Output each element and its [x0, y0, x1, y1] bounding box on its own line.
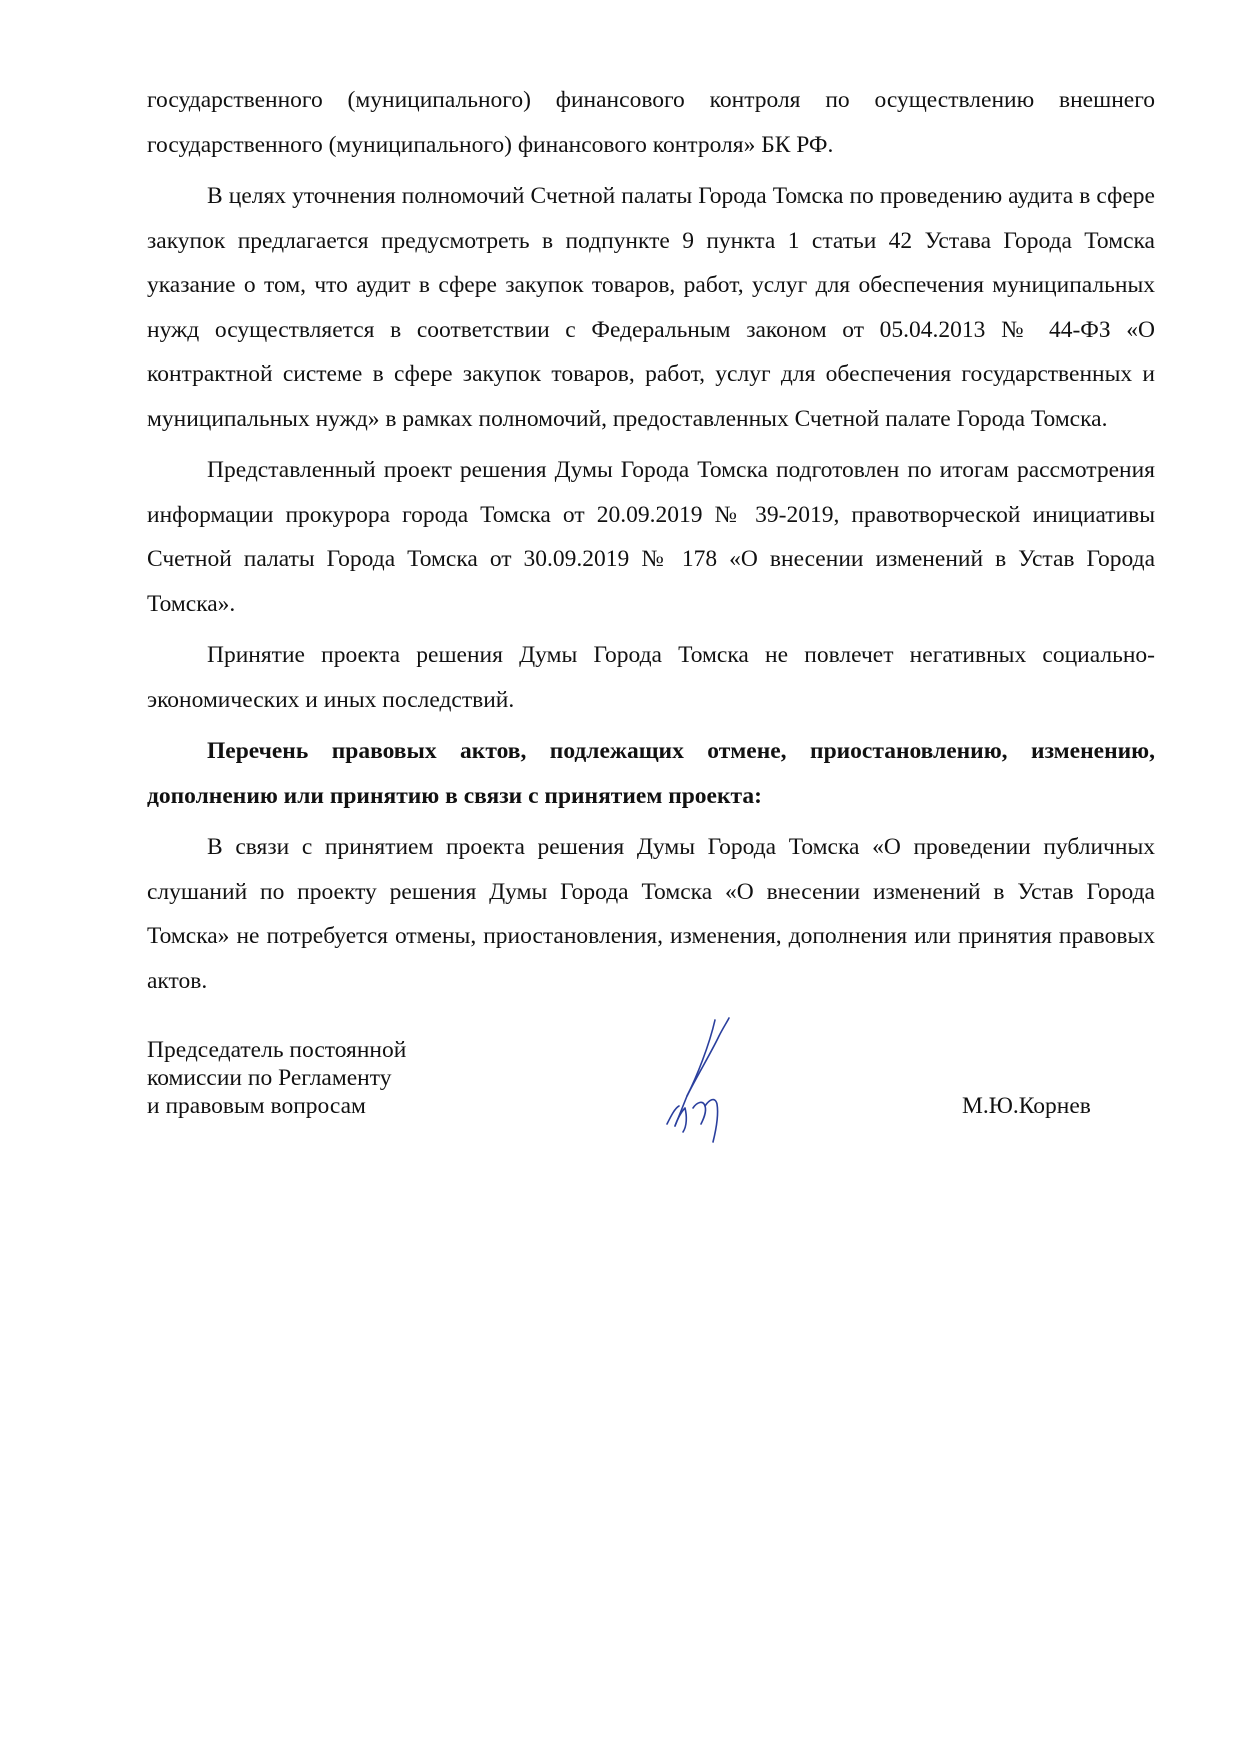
- signer-position-line: и правовым вопросам: [147, 1093, 366, 1119]
- signer-position-line: Председатель постоянной: [147, 1037, 407, 1063]
- section-heading-legal-acts: Перечень правовых актов, подлежащих отмене, приостановлению, изменению, дополнению или принятию в связи с принятием проекта:: [147, 738, 1155, 809]
- signer-name: М.Ю.Корнев: [962, 1093, 1091, 1119]
- paragraph-consequences: Принятие проекта решения Думы Города Томска не повлечет негативных социально-экономических и иных последствий.: [147, 642, 1155, 713]
- handwritten-signature: [657, 1016, 777, 1146]
- signer-position-line: комиссии по Регламенту: [147, 1065, 392, 1091]
- signature-block: [147, 1036, 1155, 1176]
- paragraph-project-basis: Представленный проект решения Думы Города Томска подготовлен по итогам рассмотрения информации прокурора города Томска от 20.09.2019 № 39-2019, правотворческой инициативы Счетной палаты Города Томска от 30.09.2019 № 178 «О внесении изменений в Устав Города Томска».: [147, 457, 1155, 617]
- paragraph-legal-acts: В связи с принятием проекта решения Думы Города Томска «О проведении публичных слушаний по проекту решения Думы Города Томска «О внесении изменений в Устав Города Томска» не потребуется отмены, приостановления, изменения, дополнения или принятия правовых актов.: [147, 834, 1155, 994]
- paragraph-continuation: государственного (муниципального) финансового контроля по осуществлению внешнего государственного (муниципального) финансового контроля» БК РФ.: [147, 87, 1155, 158]
- signer-position: [147, 1036, 467, 1120]
- document-body: [147, 78, 1155, 1010]
- paragraph-audit-powers: В целях уточнения полномочий Счетной палаты Города Томска по проведению аудита в сфере закупок предлагается предусмотреть в подпункте 9 пункта 1 статьи 42 Устава Города Томска указание о том, что аудит в сфере закупок товаров, работ, услуг для обеспечения муниципальных нужд осуществляется в соответствии с Федеральным законом от 05.04.2013 № 44-ФЗ «О контрактной системе в сфере закупок товаров, работ, услуг для обеспечения государственных и муниципальных нужд» в рамках полномочий, предоставленных Счетной палате Города Томска.: [147, 183, 1155, 432]
